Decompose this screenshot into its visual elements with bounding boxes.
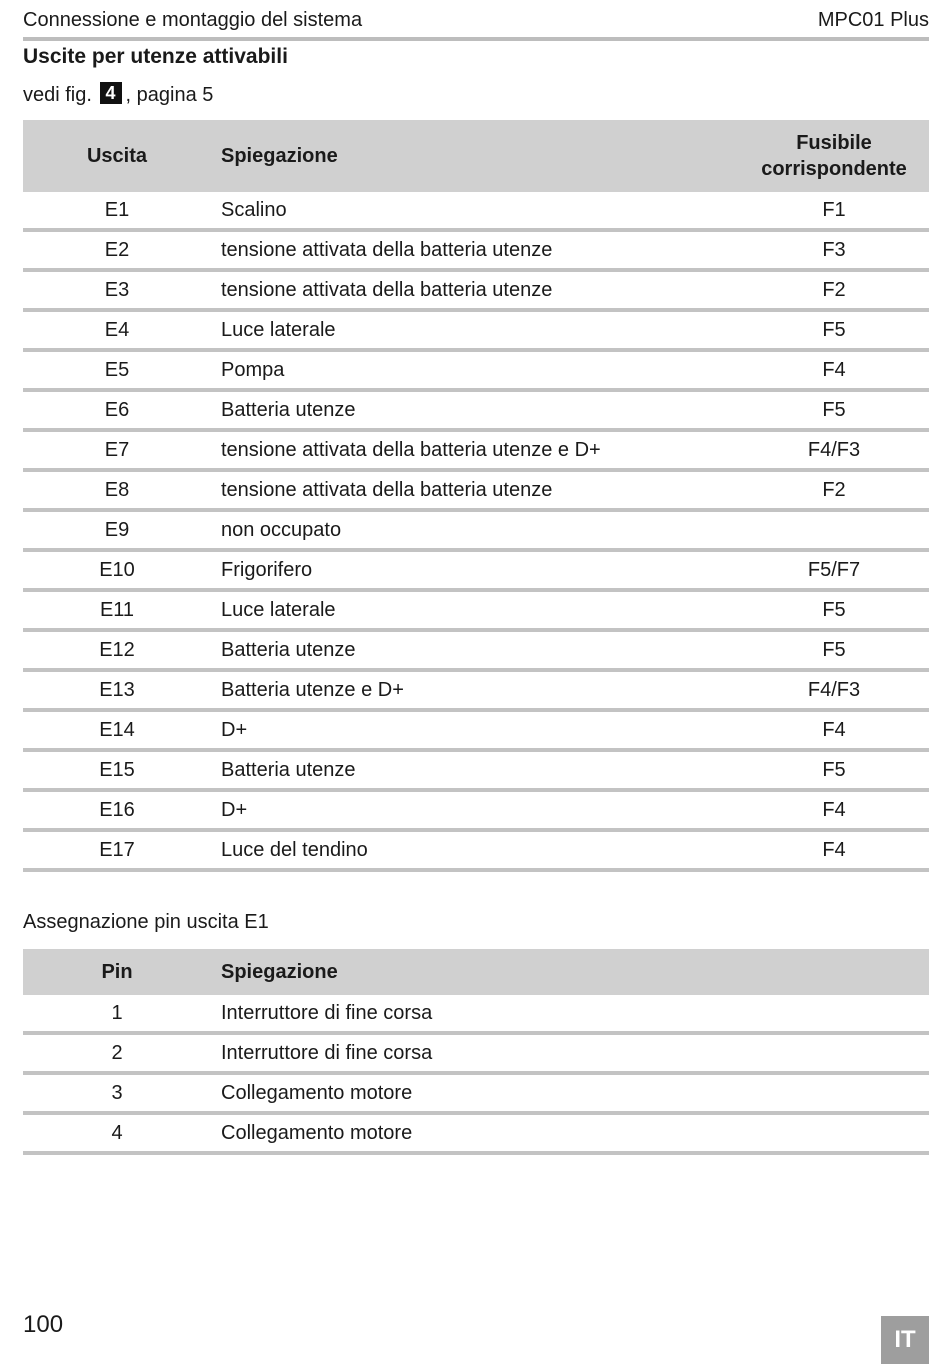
- pin-explanation-cell: Collegamento motore: [211, 1073, 929, 1113]
- header-divider: [23, 37, 929, 41]
- pin-explanation-cell: Interruttore di fine corsa: [211, 995, 929, 1033]
- fuse-cell: F4: [739, 710, 929, 750]
- table-row: [23, 710, 929, 750]
- table-row: [23, 430, 929, 470]
- pin-cell: 3: [23, 1073, 211, 1113]
- fuse-cell: F4: [739, 350, 929, 390]
- explanation-cell: Frigorifero: [211, 550, 739, 590]
- explanation-cell: Luce del tendino: [211, 830, 739, 870]
- pin-assignment-caption: Assegnazione pin uscita E1: [23, 911, 269, 933]
- output-cell: E16: [23, 790, 211, 830]
- explanation-cell: tensione attivata della batteria utenze: [211, 230, 739, 270]
- output-cell: E13: [23, 670, 211, 710]
- output-cell: E14: [23, 710, 211, 750]
- table-row: [23, 550, 929, 590]
- fuse-cell: F5: [739, 590, 929, 630]
- output-cell: E7: [23, 430, 211, 470]
- output-cell: E1: [23, 192, 211, 230]
- output-cell: E8: [23, 470, 211, 510]
- pin-cell: 4: [23, 1113, 211, 1153]
- fuse-cell: F5: [739, 630, 929, 670]
- explanation-cell: Batteria utenze e D+: [211, 670, 739, 710]
- table-row: [23, 192, 929, 230]
- table-row: [23, 390, 929, 430]
- fuse-cell: F1: [739, 192, 929, 230]
- fuse-cell: F4: [739, 790, 929, 830]
- outputs-table: [23, 120, 929, 872]
- pin-cell: 2: [23, 1033, 211, 1073]
- fuse-cell: F5: [739, 390, 929, 430]
- output-cell: E15: [23, 750, 211, 790]
- output-cell: E6: [23, 390, 211, 430]
- reference-prefix: vedi fig.: [23, 84, 92, 106]
- explanation-cell: Batteria utenze: [211, 390, 739, 430]
- explanation-cell: Batteria utenze: [211, 750, 739, 790]
- fuse-cell: F4/F3: [739, 670, 929, 710]
- table-row: [23, 630, 929, 670]
- pin-table: [23, 949, 929, 1155]
- explanation-cell: tensione attivata della batteria utenze: [211, 470, 739, 510]
- explanation-cell: Pompa: [211, 350, 739, 390]
- outputs-table-header: [23, 120, 929, 192]
- reference-suffix: , pagina 5: [125, 84, 214, 106]
- explanation-cell: D+: [211, 790, 739, 830]
- column-header-fuse: Fusibile corrispondente: [739, 120, 929, 192]
- explanation-cell: tensione attivata della batteria utenze: [211, 270, 739, 310]
- table-row: [23, 830, 929, 870]
- table-row: [23, 1113, 929, 1153]
- pin-explanation-cell: Collegamento motore: [211, 1113, 929, 1153]
- fuse-cell: F4/F3: [739, 430, 929, 470]
- pin-table-header: [23, 949, 929, 995]
- explanation-cell: Scalino: [211, 192, 739, 230]
- table-row: [23, 995, 929, 1033]
- fuse-cell: [739, 510, 929, 550]
- table-row: [23, 590, 929, 630]
- output-cell: E2: [23, 230, 211, 270]
- section-header: Connessione e montaggio del sistema: [23, 9, 363, 31]
- fuse-cell: F5: [739, 750, 929, 790]
- explanation-cell: Luce laterale: [211, 310, 739, 350]
- column-header-explanation: Spiegazione: [211, 120, 739, 192]
- output-cell: E10: [23, 550, 211, 590]
- product-name: MPC01 Plus: [817, 9, 929, 31]
- fuse-cell: F5: [739, 310, 929, 350]
- table-row: [23, 750, 929, 790]
- output-cell: E5: [23, 350, 211, 390]
- output-cell: E17: [23, 830, 211, 870]
- output-cell: E4: [23, 310, 211, 350]
- explanation-cell: D+: [211, 710, 739, 750]
- fuse-cell: F4: [739, 830, 929, 870]
- explanation-cell: non occupato: [211, 510, 739, 550]
- language-badge: IT: [881, 1316, 929, 1364]
- table-row: [23, 350, 929, 390]
- column-header-output: Uscita: [23, 120, 211, 192]
- table-row: [23, 470, 929, 510]
- pin-cell: 1: [23, 995, 211, 1033]
- explanation-cell: Luce laterale: [211, 590, 739, 630]
- column-header-pin-explanation: Spiegazione: [211, 949, 929, 995]
- output-cell: E9: [23, 510, 211, 550]
- output-cell: E3: [23, 270, 211, 310]
- fuse-cell: F5/F7: [739, 550, 929, 590]
- output-cell: E12: [23, 630, 211, 670]
- table-row: [23, 790, 929, 830]
- table-row: [23, 510, 929, 550]
- column-header-pin: Pin: [23, 949, 211, 995]
- section-title: Uscite per utenze attivabili: [23, 45, 288, 68]
- fuse-cell: F2: [739, 270, 929, 310]
- figure-number-badge: 4: [100, 82, 122, 104]
- explanation-cell: tensione attivata della batteria utenze e D+: [211, 430, 739, 470]
- figure-reference: [23, 81, 213, 109]
- table-row: [23, 230, 929, 270]
- running-header: [23, 6, 929, 34]
- fuse-cell: F2: [739, 470, 929, 510]
- table-row: [23, 670, 929, 710]
- table-row: [23, 310, 929, 350]
- pin-explanation-cell: Interruttore di fine corsa: [211, 1033, 929, 1073]
- table-row: [23, 270, 929, 310]
- page-number: 100: [23, 1311, 64, 1338]
- table-row: [23, 1073, 929, 1113]
- explanation-cell: Batteria utenze: [211, 630, 739, 670]
- table-row: [23, 1033, 929, 1073]
- output-cell: E11: [23, 590, 211, 630]
- fuse-cell: F3: [739, 230, 929, 270]
